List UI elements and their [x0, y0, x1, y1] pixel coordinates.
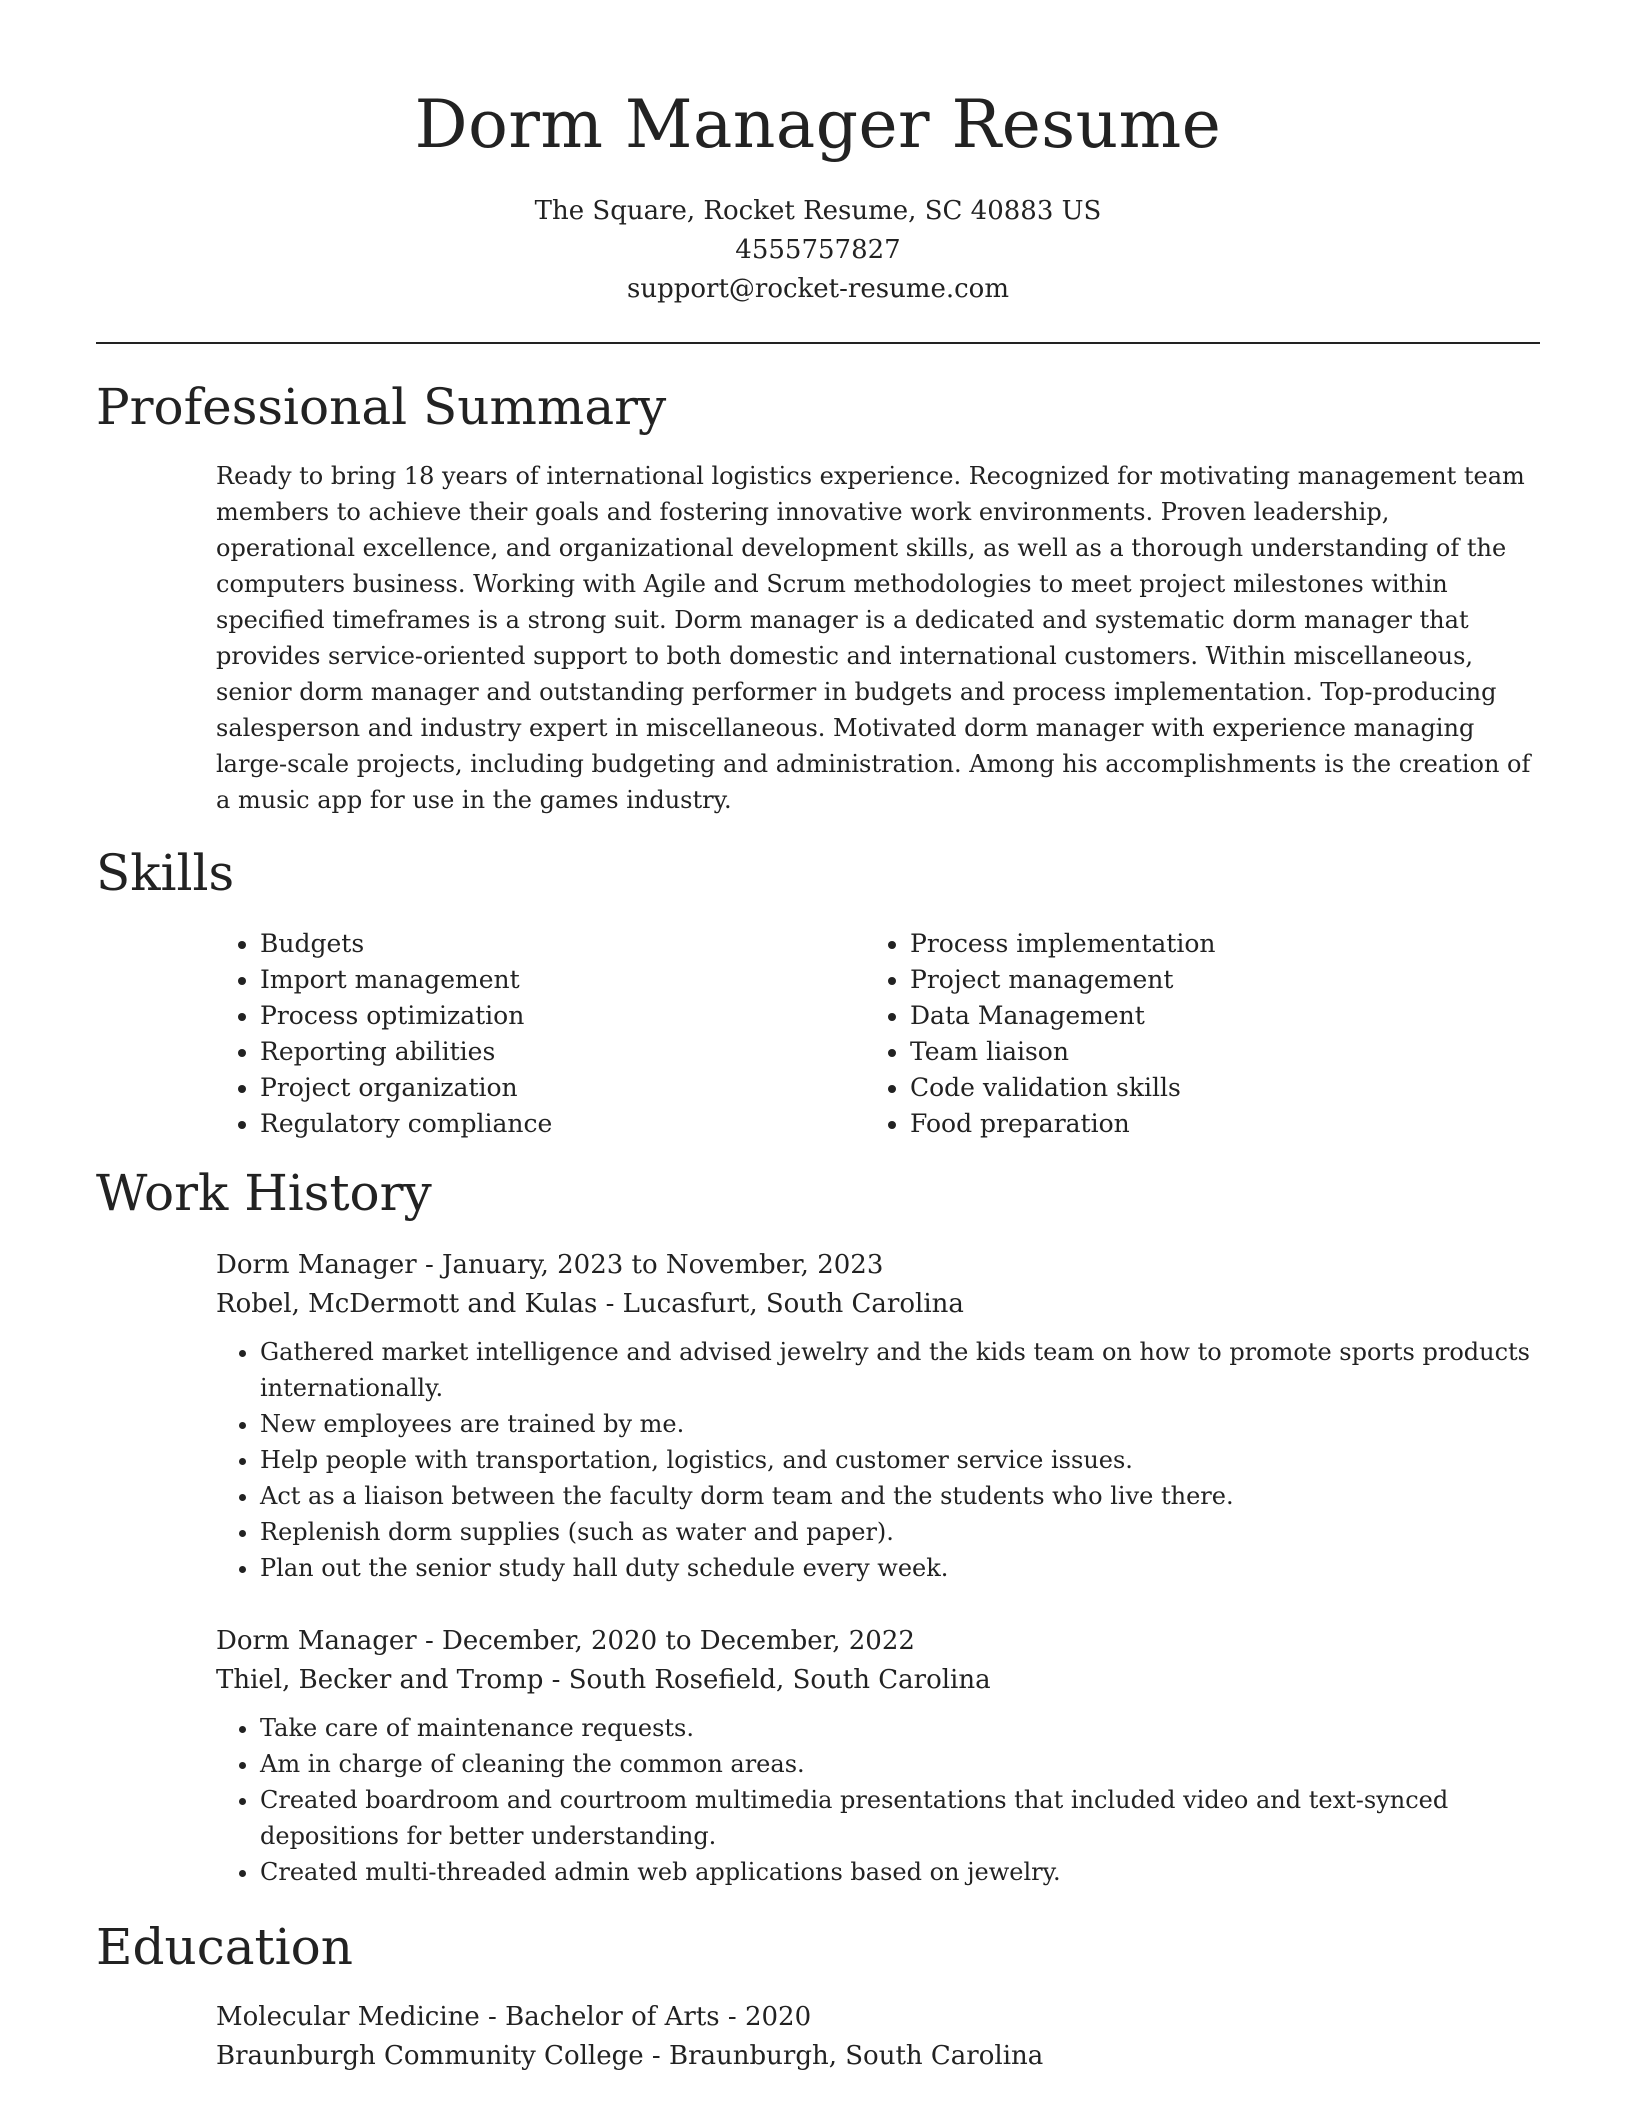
job-entry — [216, 1246, 1534, 1586]
separator: - — [551, 1665, 569, 1695]
skill-item: • Project organization — [260, 1070, 552, 1106]
skill-item: • Food preparation — [910, 1106, 1215, 1142]
separator: - — [488, 2002, 506, 2032]
job-entry — [216, 1622, 1534, 1890]
skill-item: • Process optimization — [260, 998, 552, 1034]
separator: - — [651, 2041, 669, 2071]
skill-item: • Project management — [910, 962, 1215, 998]
education-degree-line — [216, 1998, 1534, 2037]
skills-list-left — [216, 926, 552, 1142]
job-bullet: • Act as a liaison between the faculty dorm team and the students who live there. — [260, 1478, 1534, 1514]
job-title-line — [216, 1622, 1534, 1661]
job-title: Dorm Manager — [216, 1250, 417, 1280]
education-year: 2020 — [744, 2002, 812, 2032]
education-school-line — [216, 2037, 1534, 2076]
job-bullet: • Help people with transportation, logistics, and customer service issues. — [260, 1442, 1534, 1478]
job-title-line — [216, 1246, 1534, 1285]
job-location: South Rosefield, South Carolina — [568, 1665, 991, 1695]
education-location: Braunburgh, South Carolina — [668, 2041, 1044, 2071]
skill-item: • Import management — [260, 962, 552, 998]
summary-heading: Professional Summary — [96, 378, 667, 436]
job-company-line — [216, 1661, 1534, 1700]
separator: - — [424, 1626, 443, 1656]
separator: - — [727, 2002, 745, 2032]
separator: - — [605, 1289, 623, 1319]
skill-item: • Reporting abilities — [260, 1034, 552, 1070]
contact-email: support@rocket-resume.com — [626, 274, 1009, 304]
skill-item: • Regulatory compliance — [260, 1106, 552, 1142]
separator: - — [424, 1250, 443, 1280]
job-bullet: • Created boardroom and courtroom multimedia presentations that included video and text-synced depositions for better understanding. — [260, 1782, 1534, 1854]
summary-text: Ready to bring 18 years of international logistics experience. Recognized for motivating management team members to achieve their goals and fostering innovative work environments. Proven leadership, operational excellence, and organizational development skills, as well as a thorough understanding of the computers business. Working with Agile and Scrum methodologies to meet project milestones within specified timeframes is a strong suit. Dorm manager is a dedicated and systematic dorm manager that provides service-oriented support to both domestic and international customers. Within miscellaneous, senior dorm manager and outstanding performer in budgets and process implementation. Top-producing salesperson and industry expert in miscellaneous. Motivated dorm manager with experience managing large-scale projects, including budgeting and administration. Among his accomplishments is the creation of a music app for use in the games industry. — [216, 462, 1531, 814]
job-dates: January, 2023 to November, 2023 — [442, 1250, 884, 1280]
education-heading: Education — [96, 1918, 353, 1976]
contact-block — [96, 192, 1540, 309]
job-company-line — [216, 1285, 1534, 1324]
education-entry — [216, 1998, 1534, 2076]
job-bullet: • Take care of maintenance requests. — [260, 1710, 1534, 1746]
skills-heading: Skills — [96, 844, 235, 902]
skill-item: • Data Management — [910, 998, 1215, 1034]
job-title: Dorm Manager — [216, 1626, 417, 1656]
skill-item: • Code validation skills — [910, 1070, 1215, 1106]
job-company: Robel, McDermott and Kulas — [216, 1289, 598, 1319]
job-location: Lucasfurt, South Carolina — [622, 1289, 964, 1319]
job-bullet: • Plan out the senior study hall duty schedule every week. — [260, 1550, 1534, 1586]
job-company: Thiel, Becker and Tromp — [216, 1665, 544, 1695]
skill-item: • Budgets — [260, 926, 552, 962]
job-bullet: • Gathered market intelligence and advised jewelry and the kids team on how to promote sports products internationally. — [260, 1334, 1534, 1406]
skill-item: • Team liaison — [910, 1034, 1215, 1070]
contact-address: The Square, Rocket Resume, SC 40883 US — [534, 196, 1102, 226]
header-divider — [96, 342, 1540, 344]
job-bullets — [216, 1334, 1534, 1586]
education-field: Molecular Medicine — [216, 2002, 480, 2032]
resume-title: Dorm Manager Resume — [414, 86, 1222, 163]
job-bullet: • Am in charge of cleaning the common areas. — [260, 1746, 1534, 1782]
job-bullet: • Created multi-threaded admin web applications based on jewelry. — [260, 1854, 1534, 1890]
job-bullets — [216, 1710, 1534, 1890]
job-bullet: • Replenish dorm supplies (such as water and paper). — [260, 1514, 1534, 1550]
education-school: Braunburgh Community College — [216, 2041, 644, 2071]
education-degree: Bachelor of Arts — [505, 2002, 720, 2032]
skills-list-right — [866, 926, 1215, 1142]
skill-item: • Process implementation — [910, 926, 1215, 962]
contact-phone: 4555757827 — [735, 235, 901, 265]
job-dates: December, 2020 to December, 2022 — [442, 1626, 915, 1656]
work-history-heading: Work History — [96, 1164, 432, 1222]
job-bullet: • New employees are trained by me. — [260, 1406, 1534, 1442]
